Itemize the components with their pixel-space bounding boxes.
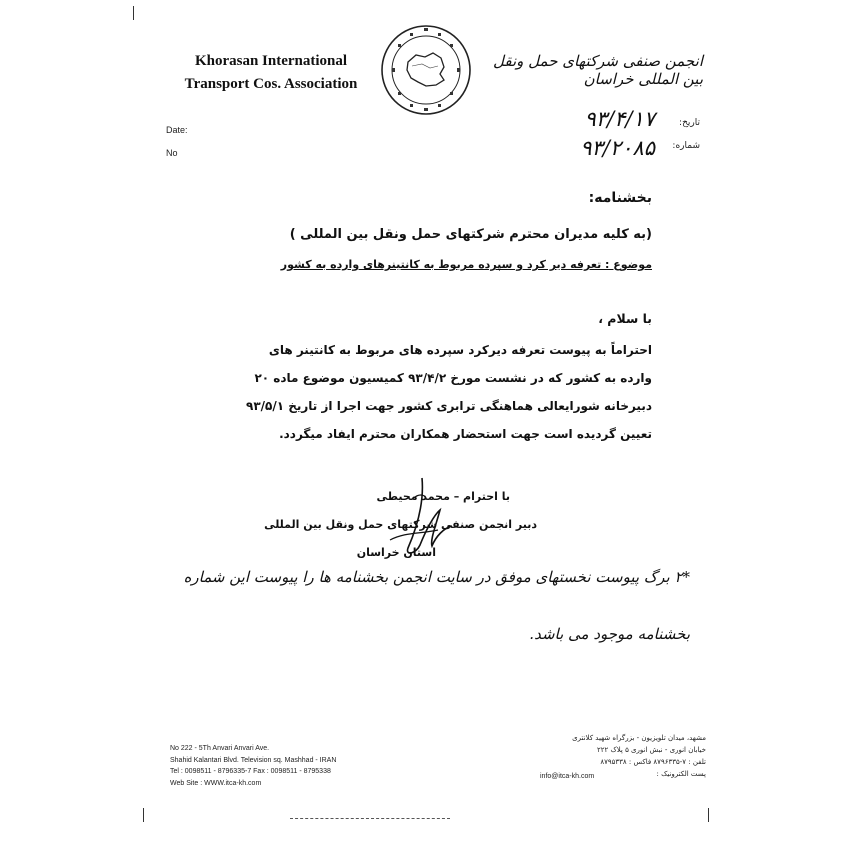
org-name-en-line1: Khorasan International <box>194 53 348 69</box>
footer-address-en <box>170 743 400 789</box>
letter-body-line: تعیین گردیده است جهت استحضار همکاران محترم ایفاد میگردد. <box>279 427 652 441</box>
org-name-en-line2: Transport Cos. Association <box>184 76 358 92</box>
scan-mark-right <box>708 808 709 822</box>
letter-recipient: (به کلیه مدیران محترم شرکتهای حمل ونقل بین المللی ) <box>289 227 652 242</box>
date-label-en: Date: <box>166 125 188 135</box>
signer-title: دبیر انجمن صنفی شرکتهای حمل ونقل بین المللی <box>264 518 537 531</box>
scan-mark-top <box>133 6 134 20</box>
handwritten-note-line1: *۲ برگ پیوست نخستهای موفق در سایت انجمن بخشنامه ها را پیوست این شماره <box>183 568 690 586</box>
footer-fa-line: مشهد، میدان تلویزیون - بزرگراه شهید کلانتری <box>572 734 706 742</box>
number-value: ۹۳/۲۰۸۵ <box>580 136 655 160</box>
footer-en-line: Web Site : WWW.itca-kh.com <box>170 779 262 787</box>
org-name-fa: انجمن صنفی شرکتهای حمل ونقل بین المللی خراسان <box>493 52 703 88</box>
date-value: ۹۳/۴/۱۷ <box>584 107 655 131</box>
letter-subject: موضوع : تعرفه دیر کرد و سپرده مربوط به کانتینرهای وارده به کشور <box>280 258 652 271</box>
seal-icon <box>378 22 474 118</box>
no-label-en: No <box>166 148 178 158</box>
no-label-fa: شماره: <box>672 141 700 151</box>
footer-email-link[interactable]: info@itca-kh.com <box>540 773 595 780</box>
closing-line: با احترام – محمد محیطی <box>376 490 510 503</box>
date-label-fa: تاریخ: <box>679 118 700 128</box>
footer-en-line: No 222 - 5Th Anvari Anvari Ave. <box>170 745 270 752</box>
scan-mark-bottom <box>143 808 144 822</box>
letter-body-line: احتراماً به پیوست تعرفه دیرکرد سپرده های مربوط به کانتینر های <box>268 343 652 357</box>
letter-greeting: با سلام ، <box>598 311 652 326</box>
footer-fa-line: پست الکترونیک : <box>656 770 706 778</box>
letter-body-line: دبیرخانه شورایعالی هماهنگی ترابری کشور جهت اجرا از تاریخ ۹۳/۵/۱ <box>246 399 652 413</box>
footer-fa-line: خیابان انوری - نبش انوری ۵ پلاک ۲۲۲ <box>596 746 706 754</box>
signature-icon <box>360 470 490 570</box>
letter-type: بخشنامه: <box>588 190 652 206</box>
handwritten-note-line2: بخشنامه موجود می باشد. <box>529 625 690 643</box>
footer-en-line: Shahid Kalantari Blvd. Television sq. Mashhad - IRAN <box>170 756 337 764</box>
org-name-en <box>166 50 376 96</box>
footer-en-line: Tel : 0098511 - 8796335-7 Fax : 0098511 - 8795338 <box>170 768 331 775</box>
signer-region: استان خراسان <box>356 546 436 559</box>
scan-dashes <box>290 818 450 819</box>
footer-fa-line: تلفن : ۷-۸۷۹۶۳۳۵ فاکس : ۸۷۹۵۳۳۸ <box>600 758 706 766</box>
letter-body-line: وارده به کشور که در نشست مورخ ۹۳/۴/۲ کمیسیون موضوع ماده ۲۰ <box>254 371 652 385</box>
